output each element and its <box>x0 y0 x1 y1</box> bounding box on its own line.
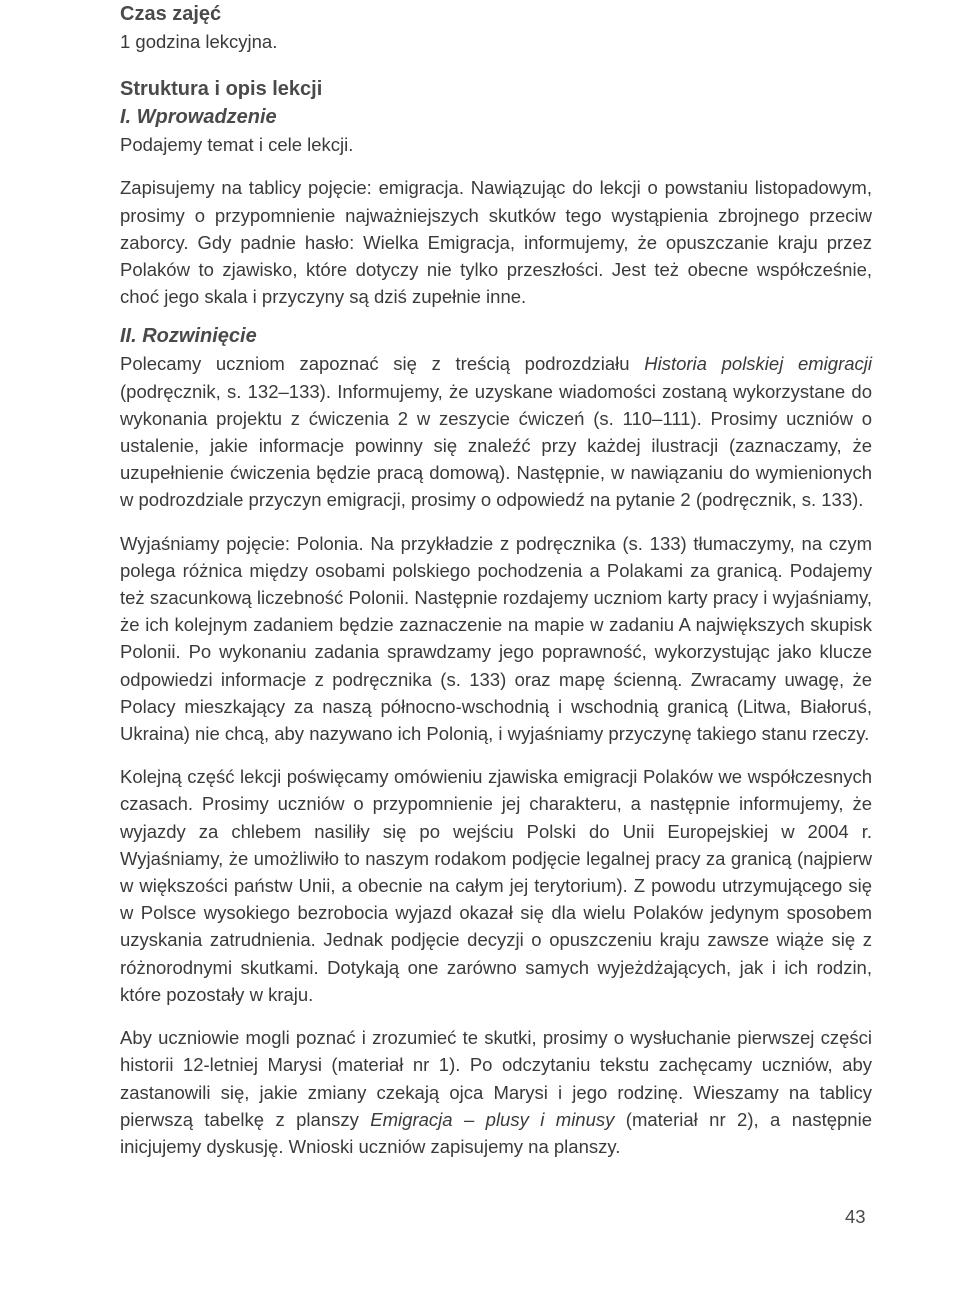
intro-paragraph-1: Podajemy temat i cele lekcji. <box>120 134 354 156</box>
intro-paragraph-2: Zapisujemy na tablicy pojęcie: emigracja. Nawiązując do lekcji o powstaniu listopadowym, prosimy o przypomnienie najważniejszych skutków tego wystąpienia zbrojnego przeciw zaborcy. Gdy padnie hasło: Wielka Emigracja, informujemy, że opuszczanie kraju przez Polaków to zjawisko, które dotyczy nie tylko przeszłości. Jest też obecne współcześnie, choć jego skala i przyczyny są dziś zupełnie inne. <box>120 177 872 308</box>
document-page <box>120 0 872 1160</box>
p4-board-title: Emigracja – plusy i minusy <box>370 1108 615 1130</box>
heading-introduction: I. Wprowadzenie <box>120 106 277 129</box>
development-paragraph-1 <box>120 350 872 513</box>
development-paragraph-2: Wyjaśniamy pojęcie: Polonia. Na przykładzie z podręcznika (s. 133) tłumaczymy, na czym polega różnica między osobami polskiego pochodzenia a Polakami za granicą. Podajemy też szacunkową liczebność Polonii. Następnie rozdajemy uczniom karty pracy i wyjaśniamy, że ich kolejnym zadaniem będzie zaznaczenie na mapie w zadaniu A największych skupisk Polonii. Po wykonaniu zadania sprawdzamy jego poprawność, wykorzystując jako klucze odpowiedzi informacje z podręcznika (s. 133) oraz mapę ścienną. Zwracamy uwagę, że Polacy mieszkający za naszą północno-wschodnią i wschodnią granicą (Litwa, Białoruś, Ukraina) nie chcą, aby nazywano ich Polonią, i wyjaśniamy przyczynę takiego stanu rzeczy. <box>120 532 872 745</box>
p4-text-b: (materiał nr 2), a następnie inicjujemy dyskusję. Wnioski uczniów zapisujemy na planszy. <box>120 1108 872 1157</box>
p1-book-title: Historia polskiej emigracji <box>644 353 873 375</box>
p1-text-b: (podręcznik, s. 132–133). Informujemy, że uzyskane wiadomości zostaną wykorzystane do wykonania projektu z ćwiczenia 2 w zeszycie ćwiczeń (s. 110–111). Prosimy uczniów o ustalenie, jakie informacje powinny się znaleźć przy każdej ilustracji (zaznaczamy, że uzupełnienie ćwiczenia będzie pracą domową). Następnie, w nawiązaniu do wymienionych w podrozdziale przyczyn emigracji, prosimy o odpowiedź na pytanie 2 (podręcznik, s. 133). <box>120 380 872 511</box>
time-text: 1 godzina lekcyjna. <box>120 31 278 52</box>
development-paragraph-3: Kolejną część lekcji poświęcamy omówieniu zjawiska emigracji Polaków we współczesnych czasach. Prosimy uczniów o przypomnienie jej charakteru, a następnie informujemy, że wyjazdy za chlebem nasiliły się po wejściu Polski do Unii Europejskiej w 2004 r. Wyjaśniamy, że umożliwiło to naszym rodakom podjęcie legalnej pracy za granicą (najpierw w większości państw Unii, a obecnie na całym jej terytorium). Z powodu utrzymującego się w Polsce wysokiego bezrobocia wyjazd okazał się dla wielu Polaków jedynym sposobem uzyskania zatrudnienia. Jednak podjęcie decyzji o opuszczeniu kraju zawsze wiąże się z różnorodnymi skutkami. Dotykają one zarówno samych wyjeżdżających, jak i ich rodzin, które pozostały w kraju. <box>120 766 872 1005</box>
page-number: 43 <box>845 1206 866 1227</box>
development-paragraph-4 <box>120 1024 872 1160</box>
heading-development: II. Rozwinięcie <box>120 325 257 348</box>
heading-structure: Struktura i opis lekcji <box>120 78 323 101</box>
p4-text-a: Aby uczniowie mogli poznać i zrozumieć te skutki, prosimy o wysłuchanie pierwszej części historii 12-letniej Marysi (materiał nr 1). Po odczytaniu tekstu zachęcamy uczniów, aby zastanowili się, jakie zmiany czekają ojca Marysi i jego rodzinę. Wieszamy na tablicy pierwszą tabelkę z planszy <box>120 1027 872 1130</box>
heading-time: Czas zajęć <box>120 3 222 25</box>
p1-text-a: Polecamy uczniom zapoznać się z treścią podrozdziału <box>120 353 645 375</box>
